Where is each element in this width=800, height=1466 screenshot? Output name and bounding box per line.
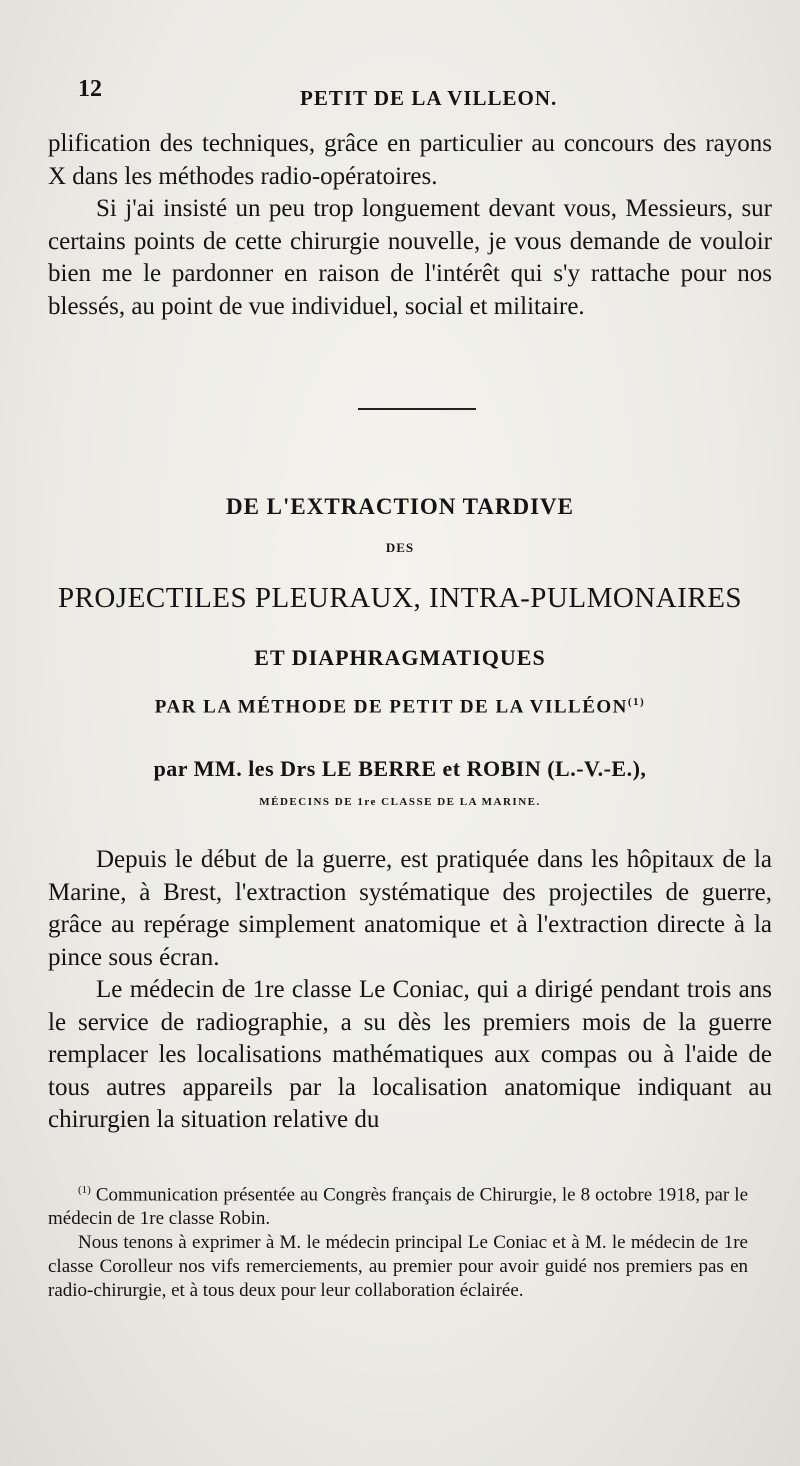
intro-paragraph-2: Si j'ai insisté un peu trop longuement devant vous, Messieurs, sur certains points de cette chirurgie nouvelle, je vous demande de vouloir bien me le pardonner en raison de l'intérêt qui s'y rattache pour nos blessés, au point de vue individuel, social et militaire. — [48, 195, 772, 320]
article-body — [48, 844, 772, 1137]
title-line-5-text: PAR LA MÉTHODE DE PETIT DE LA VILLÉON — [154, 696, 628, 718]
title-line-3: PROJECTILES PLEURAUX, INTRA-PULMONAIRES — [57, 582, 743, 614]
title-line-1: DE L'EXTRACTION TARDIVE — [225, 494, 575, 519]
title-line-4: ET DIAPHRAGMATIQUES — [254, 645, 546, 670]
intro-text — [48, 128, 772, 323]
intro-paragraph-1: plification des techniques, grâce en particulier au concours des rayons X dans les méthodes radio-opératoires. — [48, 130, 772, 190]
running-head — [78, 76, 760, 110]
affiliation: MÉDECINS DE 1re CLASSE DE LA MARINE. — [259, 796, 541, 808]
title-line-5 — [40, 696, 760, 718]
body-paragraph-1: Depuis le début de la guerre, est pratiquée dans les hôpitaux de la Marine, à Brest, l'extraction systématique des projectiles de guerre, grâce au repérage simplement anatomique et à l'extraction directe à la pince sous écran. — [48, 846, 772, 971]
footnote-1 — [48, 1178, 748, 1231]
footnote-marker: (1) — [78, 1184, 91, 1196]
body-paragraph-2: Le médecin de 1re classe Le Coniac, qui a dirigé pendant trois ans le service de radiographie, a su dès les premiers mois de la guerre remplacer les localisations mathématiques aux compas ou à l'aide de tous autres appareils par la localisation anatomique indiquant au chirurgien la situation relative du — [48, 976, 772, 1133]
running-title: PETIT DE LA VILLEON. — [300, 86, 558, 110]
footnote-2: Nous tenons à exprimer à M. le médecin principal Le Coniac et à M. le médecin de 1re classe Corolleur nos vifs remerciements, au premier pour avoir guidé nos premiers pas en radio-chirurgie, et à tous deux pour leur collaboration éclairée. — [48, 1232, 748, 1302]
authors: par MM. les Drs LE BERRE et ROBIN (L.-V.-E.), — [153, 756, 647, 781]
footnote-1-text: Communication présentée au Congrès français de Chirurgie, le 8 octobre 1918, par le médecin de 1re classe Robin. — [48, 1184, 748, 1230]
page-number: 12 — [78, 76, 102, 102]
section-divider — [358, 408, 476, 410]
footnotes — [48, 1178, 748, 1303]
title-footnote-mark: (1) — [627, 696, 646, 708]
title-line-2: DES — [385, 540, 415, 555]
